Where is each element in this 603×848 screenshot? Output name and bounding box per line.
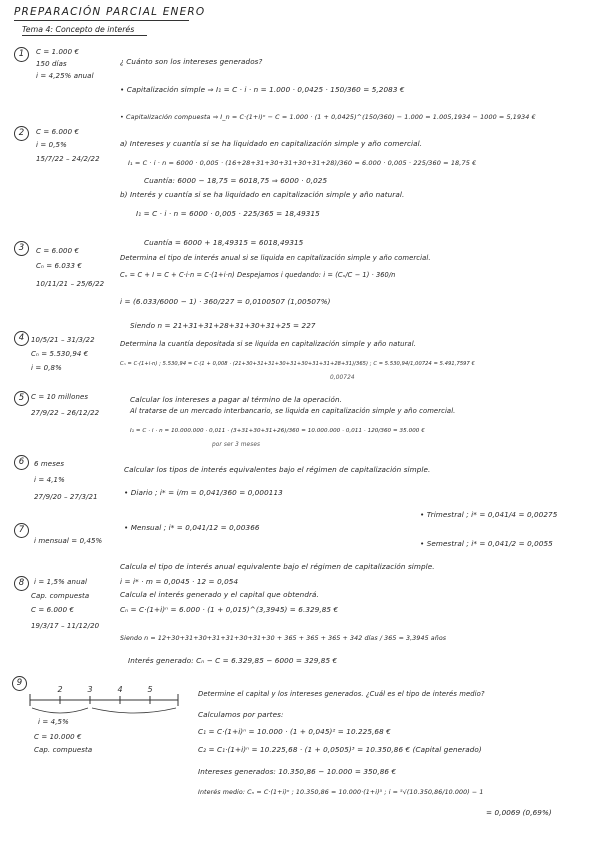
exercise-line: Intereses generados: 10.350,86 − 10.000 = 350,86 € — [198, 767, 397, 776]
exercise-line: Al tratarse de un mercado interbancario, se liquida en capitalización simple y año comercial. — [130, 407, 456, 415]
exercise-line: I₁ = C · i · n = 6000 · 0,005 · 225/365 = 18,49315 — [136, 209, 320, 218]
given-value: 10/5/21 – 31/3/22 — [31, 336, 95, 344]
given-value: Cₙ = 6.033 € — [36, 262, 82, 270]
exercise-number: 7 — [14, 523, 29, 538]
exercise-line: Calcular los tipos de interés equivalentes bajo el régimen de capitalización simple. — [124, 465, 431, 474]
given-value: C = 6.000 € — [31, 606, 75, 614]
exercise-line: C₁ = C·(1+i)ⁿ = 10.000 · (1 + 0,045)² = 10.225,68 € — [198, 727, 391, 736]
exercise-line: Interés generado: Cₙ − C = 6.329,85 − 6000 = 329,85 € — [128, 656, 338, 665]
given-value: i = 4,25% anual — [36, 72, 94, 80]
exercise-line: Siendo n = 12+30+31+30+31+31+30+31+30 + 365 + 365 + 365 + 342 días / 365 = 3,3945 años — [120, 635, 447, 642]
exercise-line: Calcula el tipo de interés anual equivalente bajo el régimen de capitalización simple. — [120, 562, 435, 571]
given-value: 19/3/17 – 11/12/20 — [31, 622, 100, 630]
given-value: i = 4,5% — [38, 718, 69, 726]
exercise-line: b) Interés y cuantía si se ha liquidado en capitalización simple y año natural. — [120, 190, 405, 199]
exercise-line: • Mensual ; i* = 0,041/12 = 0,00366 — [124, 523, 260, 532]
exercise-line: • Diario ; i* = i/m = 0,041/360 = 0,000113 — [124, 488, 283, 497]
exercise-line: Interés medio: Cₙ = C·(1+i)ⁿ ; 10.350,86 = 10.000·(1+i)⁵ ; i = ⁵√(10.350,86/10.000) − 1 — [198, 789, 484, 796]
exercise-line: i = (6.033/6000 − 1) · 360/227 = 0,0100507 (1,00507%) — [120, 297, 331, 306]
exercise-line: • Capitalización simple ⇒ I₁ = C · i · n = 1.000 · 0,0425 · 150/360 = 5,2083 € — [120, 85, 405, 94]
given-value: 15/7/22 – 24/2/22 — [36, 155, 100, 163]
exercise-line: Cₙ = C + I = C + C·i·n = C·(1+i·n) Despejamos i quedando: i = (Cₙ/C − 1) · 360/n — [120, 271, 396, 279]
exercise-line: • Semestral ; i* = 0,041/2 = 0,0055 — [420, 539, 553, 548]
given-value: i = 1,5% anual — [34, 578, 88, 586]
page-title: PREPARACIÓN PARCIAL ENERO — [14, 6, 206, 18]
exercise-number: 2 — [14, 126, 29, 141]
exercise-line: Calcula el interés generado y el capital que obtendrá. — [120, 590, 319, 599]
given-value: i = 0,8% — [31, 364, 62, 372]
given-value: 10/11/21 – 25/6/22 — [36, 280, 105, 288]
exercise-number: 9 — [12, 676, 27, 691]
given-value: i = 0,5% — [36, 141, 67, 149]
given-value: C = 6.000 € — [36, 247, 80, 255]
exercise-line: C₂ = C₁·(1+i)ⁿ = 10.225,68 · (1 + 0,0505)³ = 10.350,86 € (Capital generado) — [198, 745, 482, 754]
given-value: 27/9/22 – 26/12/22 — [31, 409, 100, 417]
exercise-line: = 0,0069 (0,69%) — [486, 808, 552, 817]
exercise-line: Determina el tipo de interés anual si se liquida en capitalización simple y año comercial. — [120, 254, 431, 262]
exercise-line: Siendo n = 21+31+31+28+31+30+31+25 = 227 — [130, 321, 316, 330]
exercise-number: 5 — [14, 391, 29, 406]
svg-text:3: 3 — [87, 685, 93, 694]
exercise-number: 8 — [14, 576, 29, 591]
exercise-line: Determina la cuantía depositada si se liquida en capitalización simple y año natural. — [120, 340, 416, 348]
given-value: 27/9/20 – 27/3/21 — [34, 493, 98, 501]
exercise-number: 1 — [14, 47, 29, 62]
given-value: i mensual = 0,45% — [34, 537, 103, 545]
topic-heading: Tema 4: Concepto de interés — [22, 25, 135, 34]
exercise-line: Cₙ = C·(1+i·n) ; 5.530,94 = C·(1 + 0,008 · (21+30+31+31+30+31+30+31+31+28+31)/365) ; C = 5.530,94/1,00724 = 5.491,7597 € — [120, 361, 475, 367]
given-value: C = 6.000 € — [36, 128, 80, 136]
svg-text:4: 4 — [117, 685, 123, 694]
exercise-note: por ser 3 meses — [212, 442, 261, 448]
exercise-line: Cuantía: 6000 − 18,75 = 6018,75 ⇒ 6000 · 0,025 — [144, 176, 328, 185]
exercise-number: 6 — [14, 455, 29, 470]
exercise-line: Calcular los intereses a pagar al término de la operación. — [130, 395, 343, 404]
exercise-line: • Trimestral ; i* = 0,041/4 = 0,00275 — [420, 510, 558, 519]
exercise-line: Cₙ = C·(1+i)ⁿ = 6.000 · (1 + 0,015)^(3,3945) = 6.329,85 € — [120, 605, 339, 614]
svg-text:5: 5 — [147, 685, 153, 694]
exercise-number: 3 — [14, 241, 29, 256]
exercise-line: Cuantía = 6000 + 18,49315 = 6018,49315 — [144, 238, 304, 247]
given-value: Cap. compuesta — [31, 592, 90, 600]
given-value: Cap. compuesta — [34, 746, 93, 754]
exercise-number: 4 — [14, 331, 29, 346]
svg-text:2: 2 — [57, 685, 63, 694]
given-value: 150 días — [36, 60, 67, 68]
title-underline — [14, 20, 189, 21]
given-value: C = 1.000 € — [36, 48, 80, 56]
exercise-line: a) Intereses y cuantía si se ha liquidado en capitalización simple y año comercial. — [120, 139, 423, 148]
given-value: i = 4,1% — [34, 476, 65, 484]
exercise-note: 0,00724 — [330, 375, 355, 381]
exercise-line: I₁ = C · i · n = 6000 · 0,005 · (16+28+31+30+31+30+31+28)/360 = 6.000 · 0,005 · 225/360 = 18,75 € — [128, 159, 477, 167]
given-value: C = 10.000 € — [34, 733, 82, 741]
timeline-diagram — [8, 680, 188, 720]
topic-underline — [22, 35, 147, 36]
exercise-line: • Capitalización compuesta ⇒ I_n = C·(1+i)ⁿ − C = 1.000 · (1 + 0,0425)^(150/360) − 1.000 = 1.005,1934 − 1000 = 5,1934 € — [120, 113, 536, 121]
given-value: 6 meses — [34, 460, 65, 468]
given-value: Cₙ = 5.530,94 € — [31, 350, 89, 358]
exercise-line: ¿ Cuánto son los intereses generados? — [120, 57, 263, 66]
exercise-line: Determine el capital y los intereses generados. ¿Cuál es el tipo de interés medio? — [198, 690, 485, 698]
exercise-line: Calculamos por partes: — [198, 710, 284, 719]
exercise-line: i = i* · m = 0,0045 · 12 = 0,054 — [120, 577, 239, 586]
exercise-line: I₁ = C · i · n = 10.000.000 · 0,011 · (3+31+30+31+26)/360 = 10.000.000 · 0,011 · 120/360 = 35.000 € — [130, 428, 425, 434]
given-value: C = 10 millones — [31, 393, 89, 401]
